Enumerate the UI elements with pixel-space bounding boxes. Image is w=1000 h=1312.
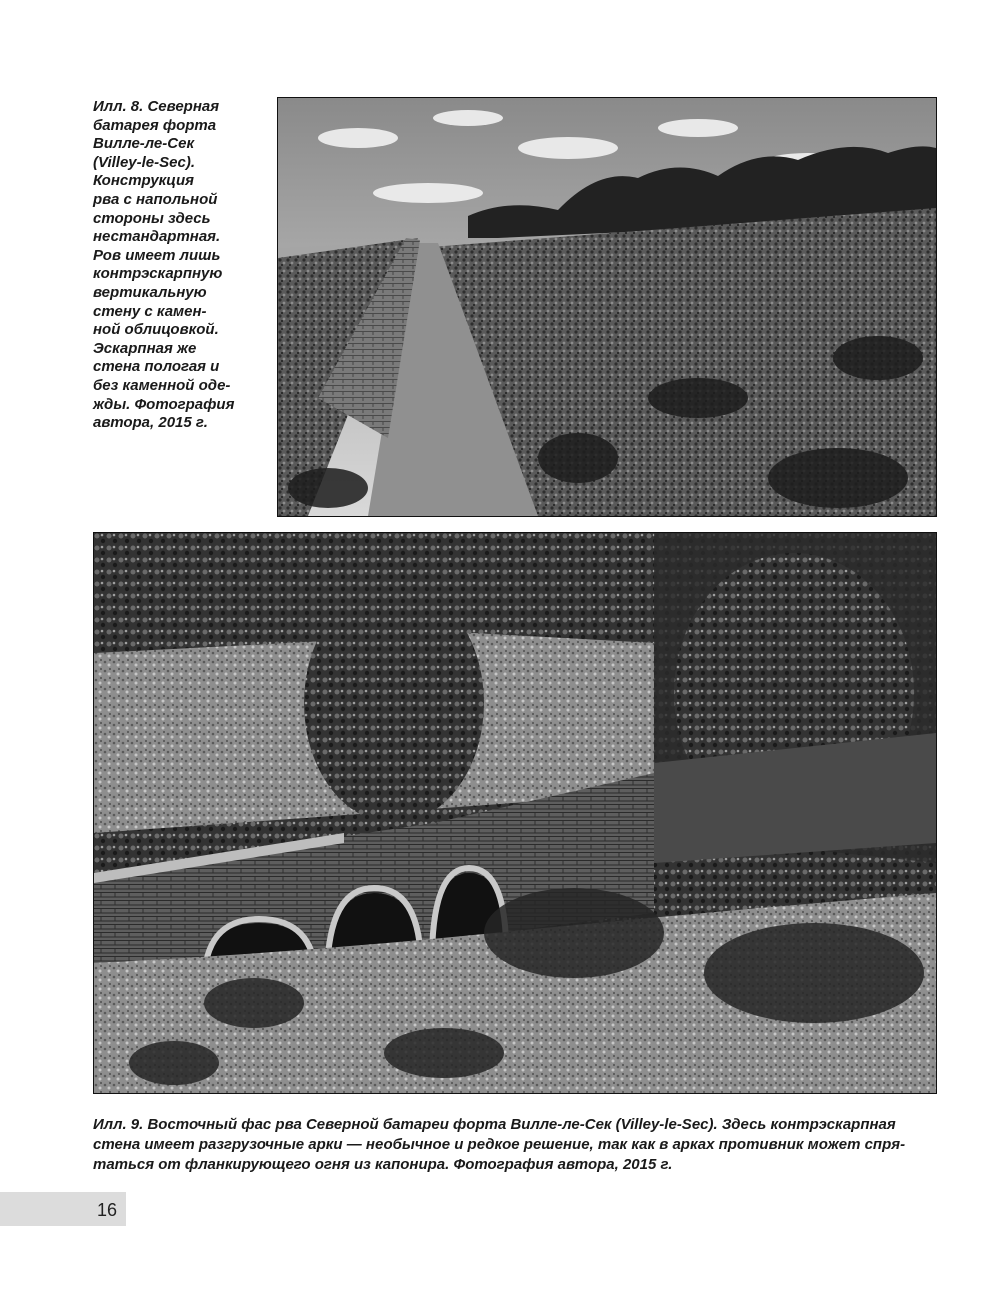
caption-line: стена пологая и <box>93 358 220 376</box>
caption-line: батарея форта <box>93 116 217 134</box>
caption-line: Илл. 9. Восточный фас рва Северной батареи форта Вилле-ле-Сек (Villey-le-Sec). Здесь контрэскарпная <box>93 1116 896 1133</box>
caption-line: контрэскарпную <box>93 265 223 283</box>
figure-9-photo <box>93 532 937 1094</box>
caption-line: Вилле-ле-Сек <box>93 135 195 153</box>
caption-line: (Villey-le-Sec). <box>93 153 195 171</box>
caption-line: без каменной оде- <box>93 376 231 394</box>
caption-line: Илл. 8. Северная <box>93 98 220 115</box>
caption-line: рва с напольной <box>93 190 218 208</box>
caption-line: Ров имеет лишь <box>93 246 221 264</box>
page-number: 16 <box>97 1200 118 1220</box>
caption-line: вертикальную <box>93 283 207 301</box>
figure-8-caption <box>93 98 265 433</box>
figure-9-caption <box>93 1115 943 1175</box>
caption-line: Конструкция <box>93 172 194 190</box>
caption-line: автора, 2015 г. <box>93 414 208 432</box>
arches-photo-illustration <box>94 533 936 1093</box>
figure-8-photo <box>277 97 937 517</box>
caption-line: жды. Фотография <box>93 395 235 413</box>
caption-line: Эскарпная же <box>93 339 197 357</box>
caption-line: стена имеет разгрузочные арки — необычное и редкое решение, так как в арках противник может спря- <box>93 1136 906 1153</box>
caption-line: таться от фланкирующего огня из капонира. Фотография автора, 2015 г. <box>93 1156 673 1173</box>
caption-line: нестандартная. <box>93 228 221 246</box>
caption-line: ной облицовкой. <box>93 321 219 339</box>
caption-line: стену с камен- <box>93 302 207 320</box>
ditch-photo-illustration <box>278 98 936 516</box>
caption-line: стороны здесь <box>93 209 211 227</box>
